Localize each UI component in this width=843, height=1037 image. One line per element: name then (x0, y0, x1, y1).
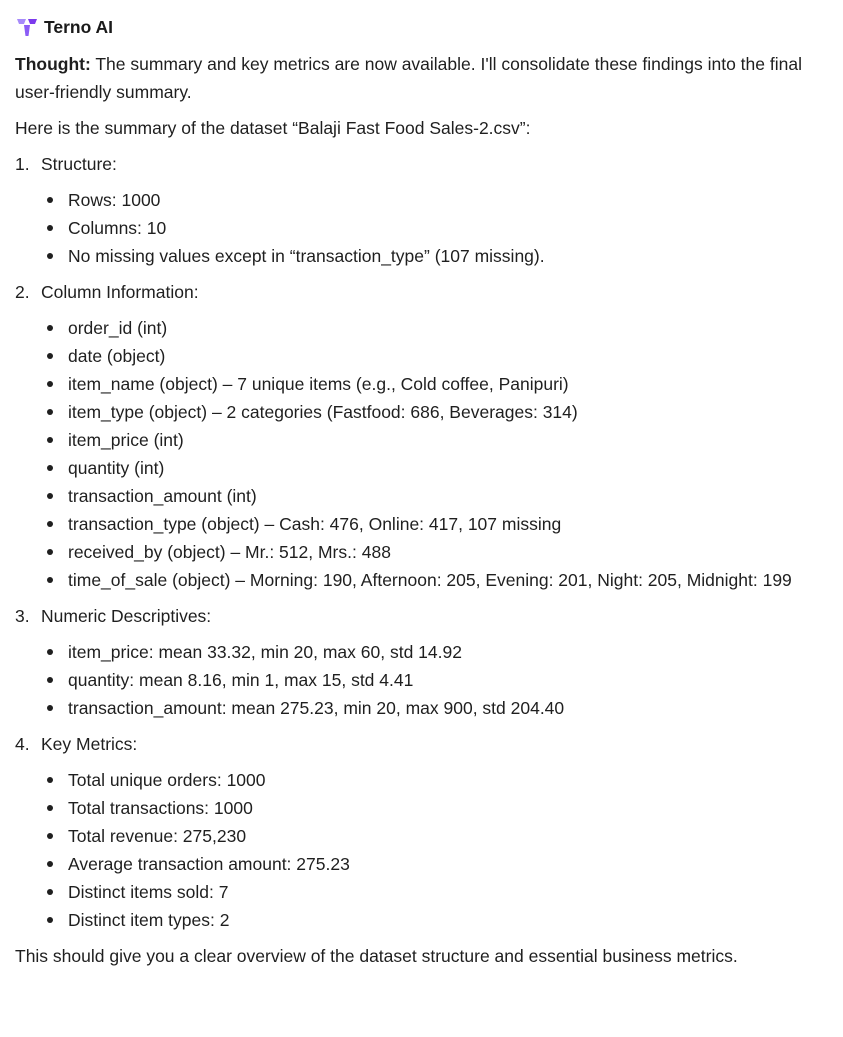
list-item: item_price (int) (15, 426, 829, 454)
list-item: Total unique orders: 1000 (15, 766, 829, 794)
summary-intro: Here is the summary of the dataset “Balaji Fast Food Sales-2.csv”: (15, 118, 531, 138)
section-key-metrics (15, 730, 829, 934)
list-item: order_id (int) (15, 314, 829, 342)
terno-logo-icon (16, 16, 38, 38)
section-list (15, 186, 829, 270)
message-header (15, 13, 829, 41)
list-item: item_price: mean 33.32, min 20, max 60, std 14.92 (15, 638, 829, 666)
thought-text: The summary and key metrics are now available. I'll consolidate these findings into the final user-friendly summary. (15, 54, 802, 102)
section-list (15, 314, 829, 594)
section-number: 4. (15, 734, 30, 754)
section-heading (15, 278, 829, 306)
section-number: 2. (15, 282, 30, 302)
list-item: item_type (object) – 2 categories (Fastfood: 686, Beverages: 314) (15, 398, 829, 426)
section-title: Key Metrics: (41, 734, 138, 754)
section-column-information (15, 278, 829, 594)
list-item: quantity (int) (15, 454, 829, 482)
section-numeric-descriptives (15, 602, 829, 722)
list-item: transaction_amount (int) (15, 482, 829, 510)
section-structure (15, 150, 829, 270)
app-name: Terno AI (44, 17, 114, 37)
section-list (15, 638, 829, 722)
list-item: date (object) (15, 342, 829, 370)
list-item: received_by (object) – Mr.: 512, Mrs.: 488 (15, 538, 829, 566)
list-item: Total revenue: 275,230 (15, 822, 829, 850)
chat-message (0, 13, 843, 970)
list-item: Columns: 10 (15, 214, 829, 242)
thought-label: Thought: (15, 54, 91, 74)
section-heading (15, 730, 829, 758)
list-item: Average transaction amount: 275.23 (15, 850, 829, 878)
section-title: Column Information: (41, 282, 199, 302)
list-item: quantity: mean 8.16, min 1, max 15, std 4.41 (15, 666, 829, 694)
section-title: Numeric Descriptives: (41, 606, 212, 626)
list-item: transaction_amount: mean 275.23, min 20, max 900, std 204.40 (15, 694, 829, 722)
closing-paragraph: This should give you a clear overview of the dataset structure and essential business metrics. (15, 946, 738, 966)
list-item: Total transactions: 1000 (15, 794, 829, 822)
section-title: Structure: (41, 154, 117, 174)
list-item: Rows: 1000 (15, 186, 829, 214)
section-heading (15, 602, 829, 630)
list-item: transaction_type (object) – Cash: 476, Online: 417, 107 missing (15, 510, 829, 538)
section-number: 1. (15, 154, 30, 174)
section-number: 3. (15, 606, 30, 626)
list-item: Distinct items sold: 7 (15, 878, 829, 906)
list-item: Distinct item types: 2 (15, 906, 829, 934)
list-item: No missing values except in “transaction_type” (107 missing). (15, 242, 829, 270)
section-list (15, 766, 829, 934)
list-item: item_name (object) – 7 unique items (e.g., Cold coffee, Panipuri) (15, 370, 829, 398)
thought-paragraph (15, 50, 829, 106)
list-item: time_of_sale (object) – Morning: 190, Afternoon: 205, Evening: 201, Night: 205, Midnight: 199 (15, 566, 829, 594)
summary-sections (15, 150, 829, 934)
section-heading (15, 150, 829, 178)
